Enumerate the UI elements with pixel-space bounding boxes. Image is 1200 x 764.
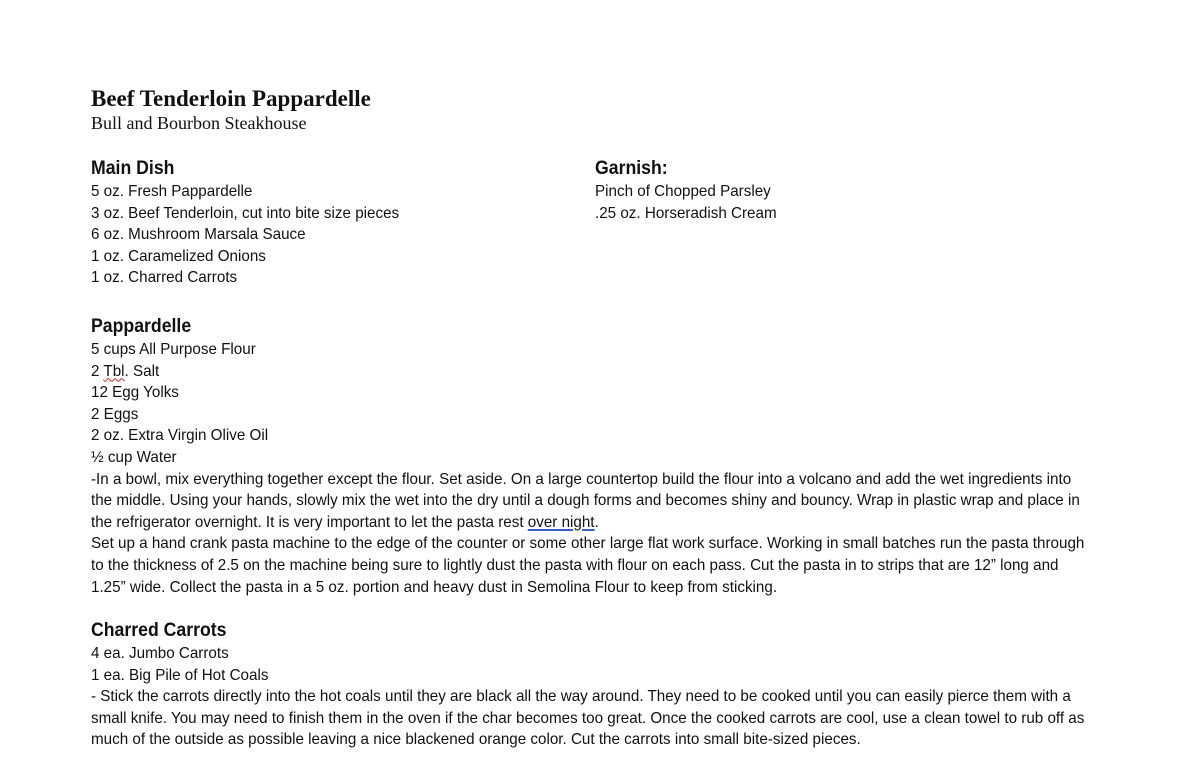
spellcheck-flagged-word: Tbl	[103, 362, 125, 380]
grammar-flagged-phrase: over night	[527, 513, 595, 531]
pappardelle-item: 2 Eggs	[91, 405, 139, 423]
main-dish-heading: Main Dish	[91, 158, 175, 179]
instruction-line: - Stick the carrots directly into the hot coals until they are black all the way around. They need to be cooked until you can easily pierce them with a	[91, 688, 1071, 706]
item-text: 2	[91, 362, 104, 380]
pappardelle-section	[91, 315, 1137, 598]
pappardelle-item: 2 oz. Extra Virgin Olive Oil	[91, 427, 269, 445]
pappardelle-item: 5 cups All Purpose Flour	[91, 341, 256, 358]
instruction-text: .	[594, 513, 599, 531]
instruction-line: much of the outside as possible leaving a nice blackened orange color. Cut the carrots into small bite-sized pieces.	[91, 731, 861, 749]
main-dish-item: 6 oz. Mushroom Marsala Sauce	[91, 226, 306, 244]
carrots-item: 4 ea. Jumbo Carrots	[91, 645, 229, 662]
pappardelle-item	[91, 361, 1084, 383]
instruction-text: the refrigerator overnight. It is very important to let the pasta rest	[91, 513, 528, 531]
restaurant-name: Bull and Bourbon Steakhouse	[91, 113, 307, 133]
instruction-line: Set up a hand crank pasta machine to the edge of the counter or some other large flat work surface. Working in small batches run the pasta through	[91, 535, 1085, 553]
charred-carrots-heading: Charred Carrots	[91, 620, 227, 641]
recipe-title: Beef Tenderloin Pappardelle	[91, 86, 371, 111]
pappardelle-item: 12 Egg Yolks	[91, 384, 179, 402]
pappardelle-heading: Pappardelle	[91, 316, 192, 337]
garnish-item: .25 oz. Horseradish Cream	[595, 204, 777, 222]
charred-carrots-section	[91, 619, 1137, 751]
main-dish-item: 3 oz. Beef Tenderloin, cut into bite size pieces	[91, 204, 400, 222]
garnish-item: Pinch of Chopped Parsley	[595, 183, 771, 200]
carrots-item: 1 ea. Big Pile of Hot Coals	[91, 666, 269, 684]
instruction-line: 1.25” wide. Collect the pasta in a 5 oz. portion and heavy dust in Semolina Flour to keep from sticking.	[91, 578, 778, 596]
instruction-line: the middle. Using your hands, slowly mix the wet into the dry until a dough forms and becomes shiny and bouncy. Wrap in plastic wrap and place in	[91, 492, 1080, 510]
main-dish-item: 1 oz. Charred Carrots	[91, 269, 238, 287]
item-text: . Salt	[124, 362, 160, 380]
main-dish-item: 1 oz. Caramelized Onions	[91, 247, 266, 265]
garnish-section	[595, 157, 786, 224]
instruction-line: small knife. You may need to finish them in the oven if the char becomes too great. Once the cooked carrots are cool, use a clean towel to rub off as	[91, 709, 1085, 727]
pappardelle-item: ½ cup Water	[91, 448, 177, 466]
instruction-line: to the thickness of 2.5 on the machine being sure to lightly dust the pasta with flour on each pass. Cut the pasta in to strips that are 12” long and	[91, 556, 1059, 574]
garnish-heading: Garnish:	[595, 158, 668, 179]
instruction-line: -In a bowl, mix everything together except the flour. Set aside. On a large countertop build the flour into a volcano and add the wet ingredients into	[91, 470, 1072, 488]
main-dish-section	[91, 157, 415, 289]
main-dish-item: 5 oz. Fresh Pappardelle	[91, 183, 253, 200]
instruction-line	[91, 512, 1084, 534]
